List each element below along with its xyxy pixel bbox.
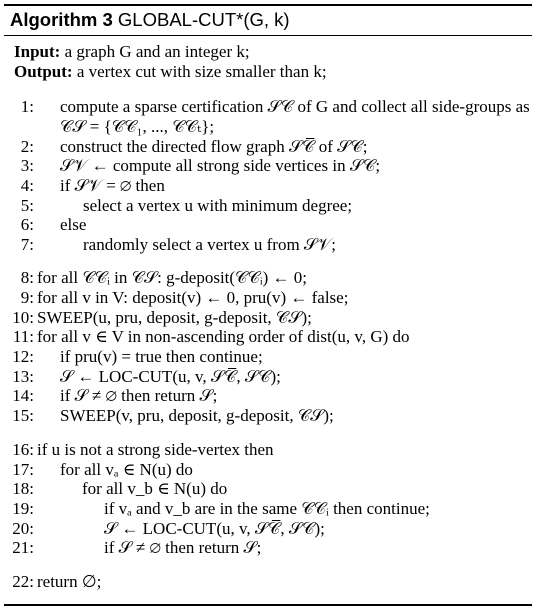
top-rule: [4, 4, 532, 6]
line-text: for all v ∈ V in non-ascending order of dist(u, v, G) do: [37, 327, 410, 346]
line-number: 14:: [12, 386, 34, 405]
line-number-cell: [0, 176, 34, 196]
line-number-cell: [0, 268, 34, 288]
algorithm-number: Algorithm 3: [10, 9, 113, 30]
line-number: 15:: [12, 406, 34, 425]
line-number-cell: [0, 386, 34, 406]
line-number: 17:: [12, 460, 34, 479]
line-number-cell: [0, 97, 34, 117]
line-text: for all v in V: deposit(v) ← 0, pru(v) ← false;: [37, 288, 349, 307]
line-number-cell: [0, 519, 34, 539]
line-number-cell: [0, 288, 34, 308]
line-number: 2:: [20, 137, 34, 156]
line-number-cell: [0, 367, 34, 387]
line-text: if pru(v) = true then continue;: [60, 347, 263, 366]
line-number-cell: [0, 137, 34, 157]
line-number: 3:: [20, 156, 34, 175]
input-line: [14, 42, 250, 62]
line-number: 13:: [12, 367, 34, 386]
line-number: 5:: [20, 196, 34, 215]
line-number-cell: [0, 215, 34, 235]
line-number: 8:: [20, 268, 34, 287]
line-text: construct the directed flow graph 𝒮𝒞̅ of 𝒮𝒞;: [60, 137, 368, 156]
line-text: for all v_b ∈ N(u) do: [82, 479, 228, 498]
line-number-cell: [0, 196, 34, 216]
bottom-rule: [4, 604, 532, 606]
line-number: 21:: [12, 538, 34, 557]
output-text: a vertex cut with size smaller than k;: [76, 62, 327, 81]
line-number: 12:: [12, 347, 34, 366]
line-number-cell: [0, 499, 34, 519]
line-number-cell: [0, 117, 34, 137]
line-number: 10:: [12, 308, 34, 327]
line-number: 20:: [12, 519, 34, 538]
line-number: 4:: [20, 176, 34, 195]
line-number-cell: [0, 406, 34, 426]
line-text: 𝒮𝒱 ← compute all strong side vertices in 𝒮𝒞;: [60, 156, 381, 175]
line-text: if vₐ and v_b are in the same 𝒞𝒞ᵢ then continue;: [104, 499, 430, 518]
line-number-cell: [0, 572, 34, 592]
line-text: else: [60, 215, 87, 234]
algorithm-title: [10, 9, 290, 31]
line-number-cell: [0, 308, 34, 328]
line-text: compute a sparse certification 𝒮𝒞 of G and collect all side-groups as: [60, 97, 530, 116]
line-text: return ∅;: [37, 572, 102, 591]
line-number: 22:: [12, 572, 34, 591]
line-number-cell: [0, 347, 34, 367]
line-number-cell: [0, 156, 34, 176]
line-number-cell: [0, 440, 34, 460]
line-text: SWEEP(v, pru, deposit, g-deposit, 𝒞𝒮);: [60, 406, 334, 425]
output-label: Output:: [14, 62, 73, 81]
line-text: 𝒞𝒮 = {𝒞𝒞₁, ..., 𝒞𝒞ₜ};: [60, 117, 215, 136]
line-number: 11:: [12, 327, 34, 346]
line-number: 18:: [12, 479, 34, 498]
input-text: a graph G and an integer k;: [64, 42, 250, 61]
line-number-cell: [0, 538, 34, 558]
line-number-cell: [0, 327, 34, 347]
line-text: 𝒮 ← LOC-CUT(u, v, 𝒮𝒞̅, 𝒮𝒞);: [60, 367, 281, 386]
line-text: randomly select a vertex u from 𝒮𝒱;: [83, 235, 336, 254]
line-number-cell: [0, 235, 34, 255]
output-line: [14, 62, 327, 82]
line-text: for all 𝒞𝒞ᵢ in 𝒞𝒮: g-deposit(𝒞𝒞ᵢ) ← 0;: [37, 268, 308, 287]
algorithm-name: GLOBAL-CUT*(G, k): [117, 9, 290, 30]
line-text: if u is not a strong side-vertex then: [37, 440, 274, 459]
line-number-cell: [0, 460, 34, 480]
line-number-cell: [0, 479, 34, 499]
title-rule: [4, 35, 532, 36]
line-text: for all vₐ ∈ N(u) do: [60, 460, 193, 479]
line-number: 16:: [12, 440, 34, 459]
line-text: SWEEP(u, pru, deposit, g-deposit, 𝒞𝒮);: [37, 308, 312, 327]
line-text: select a vertex u with minimum degree;: [83, 196, 353, 215]
line-number: 7:: [20, 235, 34, 254]
line-text: if 𝒮 ≠ ∅ then return 𝒮;: [104, 538, 262, 557]
line-text: if 𝒮𝒱 = ∅ then: [60, 176, 165, 195]
line-number: 9:: [20, 288, 34, 307]
line-number: 19:: [12, 499, 34, 518]
line-text: 𝒮 ← LOC-CUT(u, v, 𝒮𝒞̅, 𝒮𝒞);: [104, 519, 325, 538]
input-label: Input:: [14, 42, 61, 61]
line-number: 1:: [20, 97, 34, 116]
line-text: if 𝒮 ≠ ∅ then return 𝒮;: [60, 386, 218, 405]
line-number: 6:: [20, 215, 34, 234]
